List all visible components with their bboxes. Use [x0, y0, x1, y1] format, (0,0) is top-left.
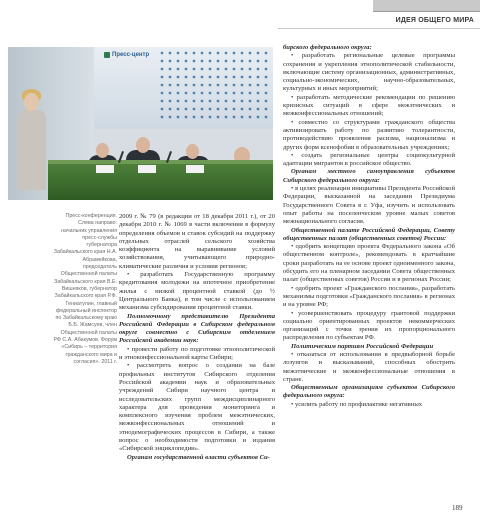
paragraph: • одобрить проект «Гражданского послания», разработать механизмы подготовки «Гражданского послания» в регионах и на уровне РФ; — [283, 284, 455, 309]
photo-banner-pattern — [158, 49, 268, 119]
text-column-right — [283, 44, 455, 409]
paragraph: • усовершенствовать процедуру грантовой поддержки социально ориентированных проектов некоммерческих организаций с точки зрения их пропорционального распределения по субъектам РФ. — [283, 309, 455, 342]
photo-caption: Пресс-конференция. Слева направо: начальник управления пресс-службы губернатора Забайкальского края Н.А. Абрамейкова, председатель Общественной палаты Забайкальского края В.Е. Вишняков, губернатор Забайкальского края Р.Ф. Гениатулин, главный федеральный инспектор по Забайкальскому краю Б.Б. Жамсуев, член Общественной палаты РФ С.А. Абакумов. Форум «Сибирь – территория гражданского мира и согласия». 2011 г. — [53, 213, 117, 365]
section-heading: Общественной палате Российской Федерации, Совету общественных палат (общественных советов) России: — [283, 226, 455, 242]
photo-person-head — [24, 93, 39, 111]
running-header: ИДЕЯ ОБЩЕГО МИРА — [395, 17, 474, 24]
paragraph: • совместно со структурами гражданского общества активизировать работу по развитию толерантности, противодействию проявления расизма, национализма и других форм ксенофобии в образовательных учреждениях; — [283, 118, 455, 151]
paragraph: • в целях реализации инициативы Президента Российской Федерации, высказанной на заседании Президиума Государственного Совета в г. Уфа, изучить и использовать опыт работы на поселенческом уровне малых советов межнационального согласия. — [283, 185, 455, 226]
paragraph: • создать региональные центры социокультурной адаптации мигрантов в российское общество. — [283, 151, 455, 168]
banner-logo-icon — [104, 52, 110, 58]
paragraph: • провести работу по подготовке этнополитической и этноконфессиональной карты Сибири; — [119, 345, 275, 362]
section-heading: Органам государственной власти субъектов Си- — [127, 453, 270, 461]
paragraph: • усилить работу по профилактике негативных — [291, 400, 423, 408]
photo-name-card — [186, 165, 204, 173]
section-heading: Полномочному представителю Президента Российской Федерации в Сибирском федеральном округе совместно с Сибирским отделением Российской академии наук: — [119, 312, 275, 345]
paragraph: • рассмотреть вопрос о создании на базе профильных институтов Сибирского отделения Российской академии наук и образовательных учреждений Сибири научного центра и исследовательских групп междисциплинарного характера для проведения мониторинга и комплексного изучения проблем межэтнических, межконфессиональных отношений и этнодемографических процессов в Сибири, а также вопрос о необходимости подготовки и издания «Сибирской энциклопедии». — [119, 362, 275, 453]
photo-person-standing — [18, 110, 46, 190]
paragraph: • разработать Государственную программу кредитования молодежи на ипотечное приобретение жилья с низкой процентной ставкой (до ½ Центрального Банка), в том числе с использованием механизма субсидирования процентной ставки. — [119, 271, 275, 312]
header-rule — [278, 28, 480, 29]
photo-name-card — [138, 165, 156, 173]
page-number: 189 — [452, 504, 463, 512]
section-heading: Политическим партиям Российской Федерации — [291, 342, 434, 350]
section-heading: бирского федерального округа: — [283, 44, 372, 51]
paragraph: • одобрить концепцию проекта Федерального закона «Об общественном контроле», рекомендовать в кратчайшие сроки разработать на ее основе проект одноименного закона, обсудить его на пленарном заседании Совета общественных палат (общественных советов) России и в регионах России; — [283, 243, 455, 284]
paragraph: • разработать методические рекомендации по решению кризисных ситуаций в сфере межэтнических и межконфессиональных отношений; — [283, 93, 455, 118]
banner-text: Пресс-центр — [112, 52, 150, 58]
press-conference-photo — [8, 47, 273, 200]
section-heading: Органам местного самоуправления субъектов Сибирского федерального округа: — [283, 168, 455, 184]
paragraph: • разработать региональные целевые программы сохранения и укрепления этнополитической стабильности, включающие систему организационных, административных, социально-экономических, научно-образовательных, культурных и иных мероприятий; — [283, 52, 455, 93]
section-heading: Общественным организациям субъектов Сибирского федерального округа: — [283, 384, 455, 400]
paragraph: • отказаться от использования в предвыборной борьбе лозунгов и высказываний, способных обострить межэтнические и межконфессиональные отношения в стране. — [283, 350, 455, 383]
photo-table — [48, 164, 273, 200]
paragraph: 2009 г. № 79 (в редакции от 18 декабря 2011 г.), от 20 декабря 2010 г. № 1069 в части включения в формулу определения объемов и ставок субсидий на поддержку отдельных отраслей сельского хозяйства коэффициента на выравнивание условий хозяйствования, учитывающего природно-климатические различия и условия регионов; — [119, 213, 275, 270]
text-column-middle — [119, 213, 275, 462]
photo-name-card — [96, 165, 114, 173]
header-bar — [373, 0, 480, 12]
